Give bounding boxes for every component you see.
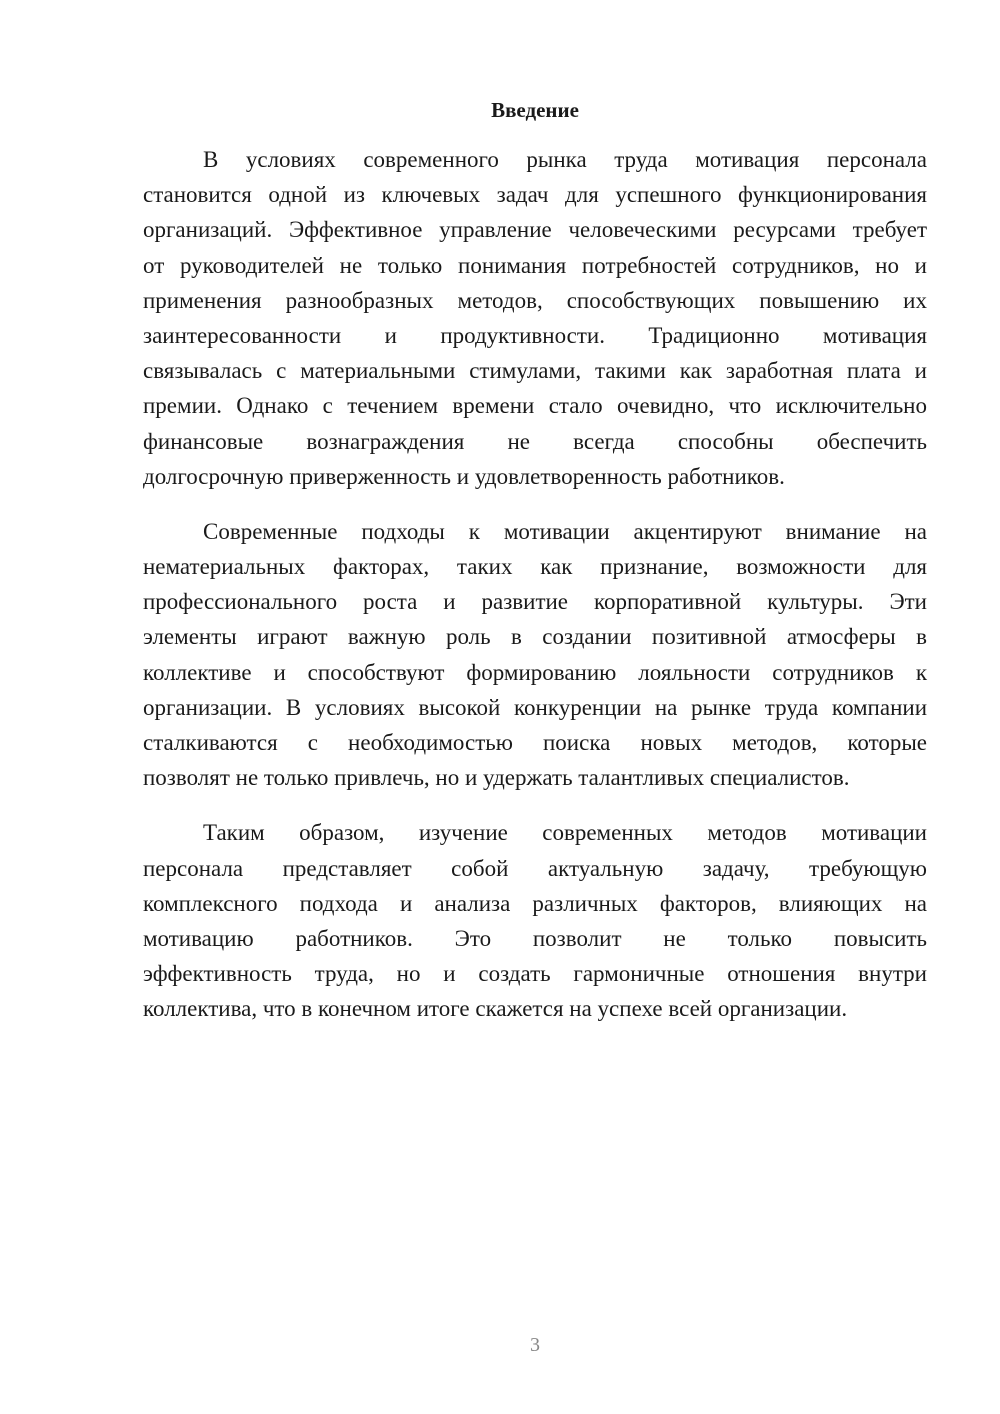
text-line: организации. В условиях высокой конкуренции на рынке труда компании — [143, 694, 927, 720]
text-line: долгосрочную приверженность и удовлетворенность работников. — [143, 463, 785, 489]
paragraph — [143, 815, 927, 1026]
text-line: мотивацию работников. Это позволит не только повысить — [143, 925, 927, 951]
text-line: организаций. Эффективное управление человеческими ресурсами требует — [143, 217, 927, 243]
paragraph — [143, 142, 927, 494]
text-line: В условиях современного рынка труда мотивация персонала — [203, 147, 927, 172]
text-line: Современные подходы к мотивации акцентируют внимание на — [203, 518, 927, 544]
text-line: становится одной из ключевых задач для успешного функционирования — [143, 182, 927, 208]
text-line: коллектива, что в конечном итоге скажется на успехе всей организации. — [143, 996, 848, 1022]
text-line: финансовые вознаграждения не всегда способны обеспечить — [143, 428, 927, 454]
text-line: заинтересованности и продуктивности. Традиционно мотивация — [143, 322, 927, 348]
text-line: применения разнообразных методов, способствующих повышению их — [143, 287, 927, 313]
text-line: от руководителей не только понимания потребностей сотрудников, но и — [143, 252, 927, 278]
section-title: Введение — [491, 98, 579, 122]
paragraph — [143, 514, 927, 796]
text-line: связывалась с материальными стимулами, такими как заработная плата и — [143, 358, 927, 384]
text-line: нематериальных факторах, таких как признание, возможности для — [143, 554, 927, 580]
document-body — [143, 142, 927, 1047]
text-line: эффективность труда, но и создать гармоничные отношения внутри — [143, 961, 927, 987]
text-line: премии. Однако с течением времени стало очевидно, что исключительно — [143, 393, 927, 419]
text-line: коллективе и способствуют формированию лояльности сотрудников к — [143, 659, 927, 685]
page-number: 3 — [530, 1334, 540, 1356]
text-line: сталкиваются с необходимостью поиска новых методов, которые — [143, 730, 927, 755]
text-line: профессионального роста и развитие корпоративной культуры. Эти — [143, 589, 927, 615]
text-line: элементы играют важную роль в создании позитивной атмосферы в — [143, 624, 927, 650]
text-line: Таким образом, изучение современных методов мотивации — [203, 820, 927, 846]
text-line: позволят не только привлечь, но и удержать талантливых специалистов. — [143, 765, 850, 791]
text-line: комплексного подхода и анализа различных факторов, влияющих на — [143, 890, 927, 916]
text-line: персонала представляет собой актуальную задачу, требующую — [143, 855, 927, 881]
